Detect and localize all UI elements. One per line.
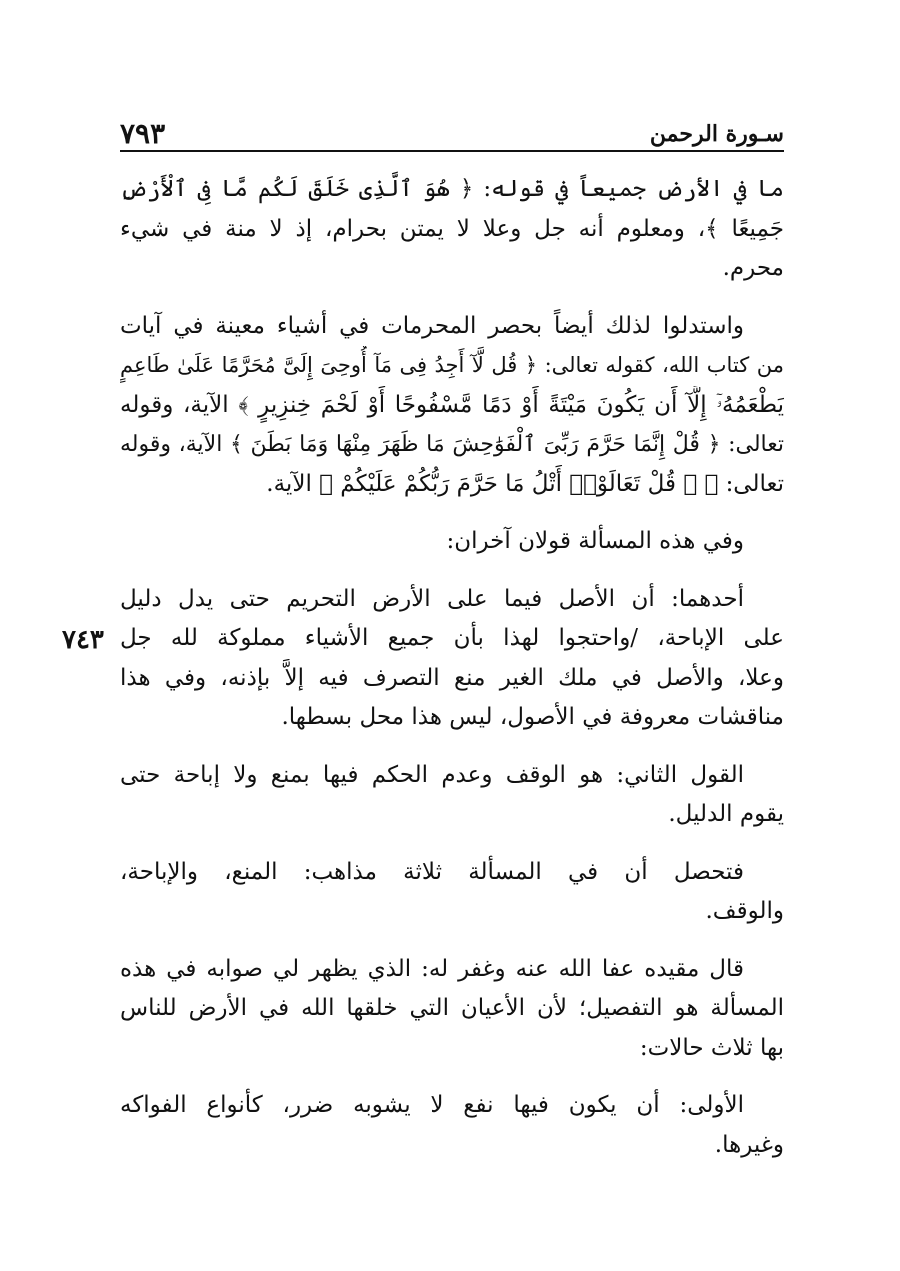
- text-line: وفي هذه المسألة قولان آخران:: [446, 528, 744, 554]
- text-line: وعلا، والأصل في ملك الغير منع التصرف فيه إلاَّ بإذنه، وفي هذا: [120, 664, 784, 691]
- text-line: والوقف.: [705, 898, 784, 924]
- text-line: القول الثاني: هو الوقف وعدم الحكم فيها بمنع ولا إباحة حتى: [120, 761, 744, 788]
- margin-page-reference: ٧٤٣: [62, 625, 104, 655]
- text-line: تعالى: ﴿ قُلْ إِنَّمَا حَرَّمَ رَبِّىَ ٱلْفَوَٰحِشَ مَا ظَهَرَ مِنْهَا وَمَا بَطَنَ ﴾ الآية، وقوله: [120, 432, 784, 457]
- text-line: وغيرها.: [714, 1131, 784, 1158]
- paragraph: [120, 1086, 784, 1165]
- text-line: واستدلوا لذلك أيضاً بحصر المحرمات في أشياء معينة في آيات: [120, 312, 744, 339]
- text-line: بها ثلاث حالات:: [639, 1034, 784, 1061]
- text-line: يقوم الدليل.: [668, 801, 784, 827]
- page-header: [120, 108, 784, 152]
- paragraph: [120, 950, 784, 1069]
- text-line: أحدهما: أن الأصل فيما على الأرض التحريم حتى يدل دليل: [120, 585, 744, 612]
- text-line: على الإباحة، /واحتجوا لهذا بأن جميع الأشياء مملوكة لله جل: [120, 625, 784, 651]
- text-line: قال مقيده عفا الله عنه وغفر له: الذي يظهر لي صوابه في هذه: [120, 955, 744, 982]
- page-body: [120, 170, 784, 1183]
- paragraph: [120, 853, 784, 932]
- paragraph: [120, 580, 784, 738]
- paragraph: [120, 522, 784, 562]
- header-rule: [120, 150, 784, 152]
- text-line: الأولى: أن يكون فيها نفع لا يشوبه ضرر، كأنواع الفواكه: [120, 1092, 744, 1118]
- text-line: يَطْعَمُهُۥٓ إِلَّآ أَن يَكُونَ مَيْتَةً أَوْ دَمًا مَّسْفُوحًا أَوْ لَحْمَ خِنزِيرٍ ﴾ الآية، وقوله: [120, 391, 784, 418]
- page-number: ٧٩٣: [120, 117, 166, 150]
- text-line: من كتاب الله، كقوله تعالى: ﴿ قُل لَّآ أَجِدُ فِى مَآ أُوحِىَ إِلَىَّ مُحَرَّمًا عَلَىٰ طَاعِمٍ: [120, 353, 784, 377]
- text-line: المسألة هو التفصيل؛ لأن الأعيان التي خلقها الله في الأرض للناس: [120, 995, 784, 1021]
- text-line: ما في الأرض جميعاً في قوله: ﴿ هُوَ ٱلَّذِى خَلَقَ لَكُم مَّا فِى ٱلْأَرْضِ: [120, 176, 784, 202]
- text-line: فتحصل أن في المسألة ثلاثة مذاهب: المنع، والإباحة،: [120, 858, 744, 885]
- text-line: مناقشات معروفة في الأصول، ليس هذا محل بسطها.: [281, 704, 784, 730]
- running-title: سـورة الرحمن: [649, 121, 784, 147]
- text-line: تعالى: ﴿ ۞ قُلْ تَعَالَوْا۟ أَتْلُ مَا حَرَّمَ رَبُّكُمْ عَلَيْكُمْ ﴾ الآية.: [266, 470, 784, 497]
- paragraph: [120, 170, 784, 289]
- text-line: جَمِيعًا ﴾، ومعلوم أنه جل وعلا لا يمتن بحرام، إذ لا منة في شيء: [120, 215, 784, 242]
- text-line: محرم.: [722, 255, 784, 281]
- paragraph: [120, 756, 784, 835]
- paragraph: [120, 307, 784, 505]
